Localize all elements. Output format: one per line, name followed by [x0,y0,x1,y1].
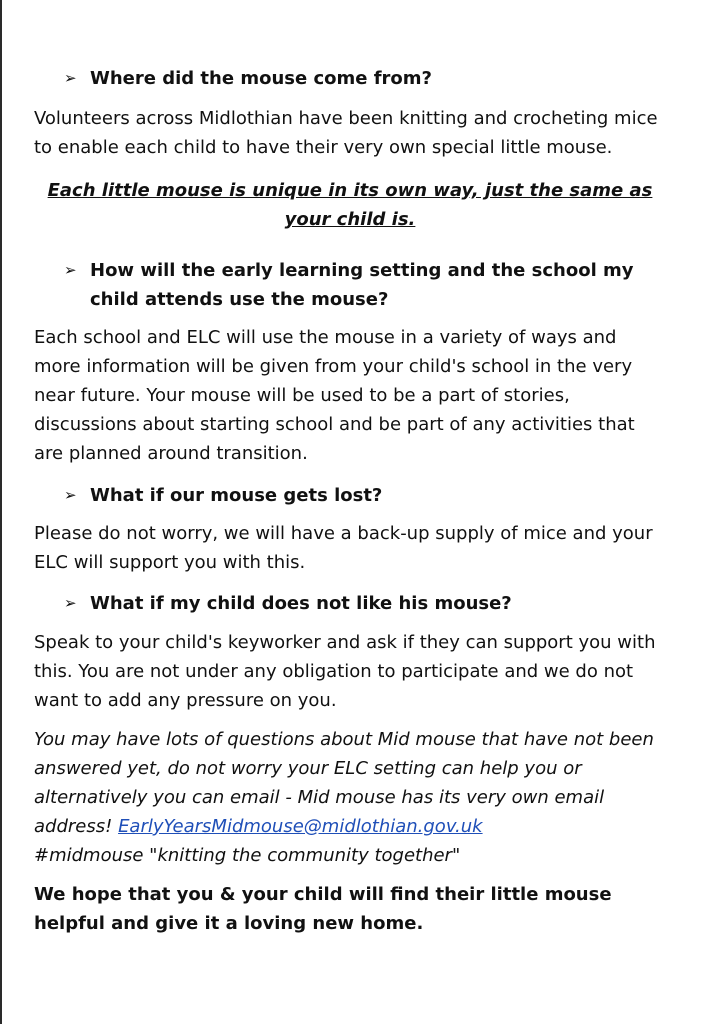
answer-lost: Please do not worry, we will have a back-up supply of mice and your ELC will support you with this. [34,523,653,573]
arrow-bullet-icon: ➢ [64,594,77,612]
document [34,64,666,938]
question-where-from [64,64,666,93]
page-edge [0,0,2,1024]
question-text: What if my child does not like his mouse? [90,593,512,614]
question-text: What if our mouse gets lost? [90,485,383,506]
question-text: How will the early learning setting and the school my child attends use the mouse? [90,260,634,310]
arrow-bullet-icon: ➢ [64,261,77,279]
email-link[interactable]: EarlyYearsMidmouse@midlothian.gov.uk [118,816,483,837]
closing-paragraph [34,725,666,870]
arrow-bullet-icon: ➢ [64,486,77,504]
question-not-like [64,589,666,618]
unique-mouse-statement: Each little mouse is unique in its own way, just the same as your child is. [47,180,653,230]
question-how-used [64,256,666,314]
answer-where-from: Volunteers across Midlothian have been knitting and crocheting mice to enable each child to have their very own special little mouse. [34,108,658,158]
question-text: Where did the mouse come from? [90,68,432,89]
arrow-bullet-icon: ➢ [64,69,77,87]
answer-how-used: Each school and ELC will use the mouse in a variety of ways and more information will be given from your child's school in the very near future. Your mouse will be used to be a part of stories, discussions about starting school and be part of any activities that are planned around transition. [34,327,635,464]
tagline: #midmouse "knitting the community together" [34,845,461,866]
answer-not-like: Speak to your child's keyworker and ask if they can support you with this. You are not under any obligation to participate and we do not want to add any pressure on you. [34,632,656,711]
closing-text: You may have lots of questions about Mid mouse that have not been answered yet, do not worry your ELC setting can help you or alternatively you can email - Mid mouse has its very own email address! [34,729,654,837]
question-lost [64,481,666,510]
final-message: We hope that you & your child will find their little mouse helpful and give it a loving new home. [34,884,612,934]
